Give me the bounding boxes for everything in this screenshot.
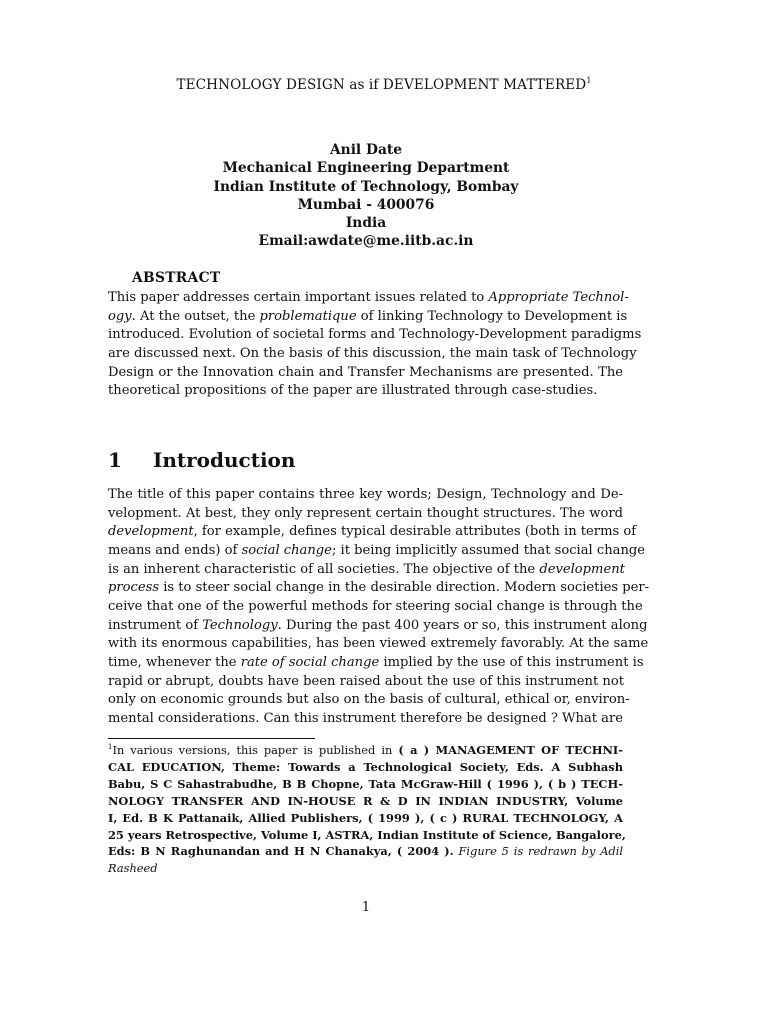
section-number: 1 xyxy=(108,448,122,472)
text-line: NOLOGY TRANSFER AND IN-HOUSE R & D IN INDIAN INDUSTRY, Volume xyxy=(108,793,623,808)
author-block xyxy=(0,141,732,251)
text-line: ceive that one of the powerful methods for steering social change is through the xyxy=(108,598,643,614)
author-email: Email:awdate@me.iitb.ac.in xyxy=(258,233,474,250)
text-line: instrument of Technology. During the past 400 years or so, this instrument along xyxy=(108,617,648,633)
text-line: rapid or abrupt, doubts have been raised about the use of this instrument not xyxy=(108,673,624,689)
abstract-heading: ABSTRACT xyxy=(132,270,221,286)
paper-title xyxy=(0,76,768,93)
footnote xyxy=(108,739,626,877)
text-line: I, Ed. B K Pattanaik, Allied Publishers, ( 1999 ), ( c ) RURAL TECHNOLOGY, A xyxy=(108,810,623,825)
footnote-mark: 1 xyxy=(108,743,113,751)
title-footnote-mark: 1 xyxy=(586,76,592,85)
abstract-text xyxy=(108,289,642,401)
text-line: theoretical propositions of the paper are illustrated through case-studies. xyxy=(108,383,598,399)
author-city: Mumbai - 400076 xyxy=(297,196,435,213)
text-line: 25 years Retrospective, Volume I, ASTRA, Indian Institute of Science, Bangalore, xyxy=(108,827,626,842)
text-line: are discussed next. On the basis of this discussion, the main task of Technology xyxy=(108,345,637,361)
section-title: Introduction xyxy=(153,448,296,472)
text-line: means and ends) of social change; it being implicitly assumed that social change xyxy=(108,542,646,558)
text-line: mental considerations. Can this instrument therefore be designed ? What are xyxy=(108,710,623,726)
text-line: introduced. Evolution of societal forms and Technology-Development paradigms xyxy=(108,327,642,343)
author-department: Mechanical Engineering Department xyxy=(222,160,510,177)
text-line: Babu, S C Sahastrabudhe, B B Chopne, Tata McGraw-Hill ( 1996 ), ( b ) TECH- xyxy=(108,776,623,791)
author-country: India xyxy=(345,215,387,232)
text-line: velopment. At best, they only represent certain thought structures. The word xyxy=(108,505,623,521)
introduction-text xyxy=(108,486,650,729)
text-line: development, for example, defines typical desirable attributes (both in terms of xyxy=(108,524,637,540)
section-heading xyxy=(108,448,295,472)
text-line: Rasheed xyxy=(108,861,158,876)
text-line: only on economic grounds but also on the basis of cultural, ethical or, environ- xyxy=(108,692,630,708)
text-line: time, whenever the rate of social change implied by the use of this instrument is xyxy=(108,654,644,670)
text-line: The title of this paper contains three key words; Design, Technology and De- xyxy=(108,487,623,502)
text-line: Eds: B N Raghunandan and H N Chanakya, ( 2004 ). Figure 5 is redrawn by Adil xyxy=(108,844,624,859)
text-line: CAL EDUCATION, Theme: Towards a Technological Society, Eds. A Subhash xyxy=(108,759,623,774)
title-text: TECHNOLOGY DESIGN as if DEVELOPMENT MATTERED xyxy=(176,77,587,93)
author-institute: Indian Institute of Technology, Bombay xyxy=(213,178,519,195)
text-line: ogy. At the outset, the problematique of linking Technology to Development is xyxy=(108,308,628,324)
text-line: is an inherent characteristic of all societies. The objective of the development xyxy=(108,561,625,577)
text-line: Design or the Innovation chain and Transfer Mechanisms are presented. The xyxy=(108,364,623,380)
text-line: process is to steer social change in the desirable direction. Modern societies per- xyxy=(108,580,650,596)
page-number: 1 xyxy=(361,900,371,915)
author-name: Anil Date xyxy=(329,142,403,158)
text-line: $^1$In various versions, this paper is published in ( a ) MANAGEMENT OF TECHNI- xyxy=(108,743,623,757)
text-line: with its enormous capabilities, has been viewed extremely favorably. At the same xyxy=(108,636,649,652)
text-line: This paper addresses certain important issues related to Appropriate Technol- xyxy=(108,290,629,305)
